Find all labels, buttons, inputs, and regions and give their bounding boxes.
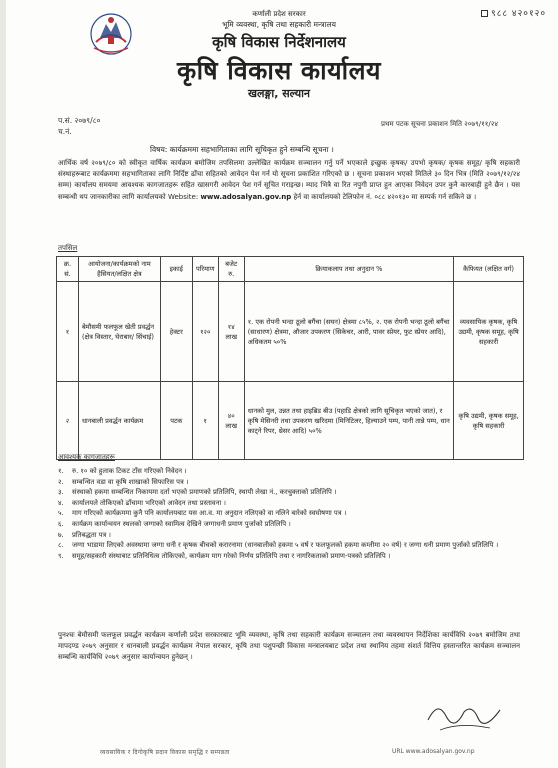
cell-unit: पटक	[160, 382, 192, 460]
cell-remarks: कृषि उद्यमी, कृषक समूह, कृषि सहकारी	[454, 382, 524, 460]
item-text: रु. १० को हुलाक टिकट टाँस गरिएको निवेदन ।	[72, 467, 187, 475]
scan-edge	[0, 0, 6, 768]
header-remarks: कैफियत (लक्षित वर्ग)	[454, 257, 524, 282]
department-name: कृषि विकास निर्देशनालय	[212, 33, 346, 51]
table-row	[57, 282, 524, 382]
list-item	[58, 477, 520, 488]
item-text: कार्यक्रम कार्यान्वयन स्थलको जग्गाको स्वामित्व देखिने जग्गाधनी प्रमाण पुर्जाको प्रतिलिपि ।	[72, 519, 291, 528]
dispatch-number: च.नं.	[58, 127, 72, 136]
documents-label: आवश्यक कागजातहरू	[58, 453, 115, 461]
item-text: प्रतिबद्धता पत्र ।	[72, 530, 111, 539]
program-table	[56, 256, 524, 460]
table-header-row	[57, 257, 524, 282]
item-number: ३.	[58, 488, 64, 497]
item-number: ९.	[58, 551, 64, 560]
publication-date: प्रथम पटक सूचना प्रकाशन मिति २०७९/११/२४	[381, 120, 498, 128]
cell-program: बेमौसमी फलफूल खेती प्रवर्द्धन (क्षेत्र विस्तार, घेराबार/ सिंचाई)	[78, 282, 160, 382]
list-item	[58, 487, 520, 498]
item-number: ४.	[58, 498, 64, 507]
item-text: माग गरिएको कार्यक्रममा कुनै पनि कार्यालयबाट यस आ.व. मा अनुदान नलिएको वा नलिने बारेको स्वघोषणा पत्र ।	[72, 509, 347, 518]
item-text: समूह/सहकारी संस्थाबाट प्रतिनिधित्व तोकिएको, कार्यक्रम माग गरेको निर्णय प्रतिलिपि तथा र नागरिकताको प्रमाण-पत्रको प्रतिलिपि ।	[72, 551, 391, 560]
notice-body	[58, 158, 520, 203]
cell-unit: हेक्टर	[160, 282, 192, 382]
list-item	[58, 551, 520, 562]
cell-budget: १४ लाख	[218, 282, 244, 382]
office-name: कृषि विकास कार्यालय	[176, 56, 382, 85]
ministry-name: भूमि व्यवस्था, कृषि तथा सहकारी मन्त्रालय	[222, 20, 336, 29]
header-budget: बजेट रु.	[218, 257, 244, 282]
list-item	[58, 519, 520, 530]
notice-body-text: आर्थिक वर्ष २०७९/८० को स्वीकृत वार्षिक कार्यक्रम बमोजिम तपसिलमा उल्लेखित कार्यक्रम सञ्चालन गर्नु पर्ने भएकाले इच्छुक कृषक/ उपभो कृषक/ कृषक समूह/ कृषि सहकारी संस्थाहरूबाट कार्यक्रममा सहभागिताका लागि निर्दिष्ट ढाँचा सहितको आवेदन पेश गर्न यो सूचना प्रकाशित गरिएको छ । सूचना प्रकाशन भएको मितिले ३० दिन भित्र (मिति २०७९/१२/२४ सम्म) कार्यालय समयमा आवश्यक कागजातहरू सहित खासगरी आवेदन पेश गर्न सूचित गराइन्छ। म्याद भित्रै वा रित नपुगी प्राप्त हुन आएका निवेदन उपर कुनै कारबाही हुने छैन । यस सम्बन्धी थप जानकारीका लागि कार्यालयको Website:	[58, 159, 520, 201]
item-number: १.	[58, 467, 64, 475]
cell-program: धानबाली प्रवर्द्धन कार्यक्रम	[78, 382, 160, 460]
list-item	[58, 466, 520, 477]
cell-activities: धानको मुल, उन्नत तथा हाइब्रिड बीउ (पहाडि क्षेत्रको लागि सूचिकृत भएको जात), र कृषि मेसिनरी तथा उपकरण खरिदमा (मिनिटिलर, हिल्याउने पम्प, पानी तान्ने पम्प, धान काट्ने रिपर, थ्रेसर आदि) ५०%	[244, 382, 453, 460]
footer-website[interactable]: URL www.adosalyan.gov.np	[392, 748, 475, 755]
cell-remarks: व्यवसायिक कृषक, कृषि उद्यमी, कृषक समूह, कृषि सहकारी	[454, 282, 524, 382]
item-number: ८.	[58, 541, 64, 550]
government-name: कर्णाली प्रदेश सरकार	[252, 10, 306, 18]
list-item	[58, 498, 520, 509]
list-item	[58, 508, 520, 519]
list-item	[58, 540, 520, 551]
cell-activities: १. एक रोपनी भन्दा ठूलो बगैंचा (सघन) क्षेत्रमा ८५%, २. एक रोपनी भन्दा ठूलो बगैंचा (साधारण) क्षेत्रमा, औजार उपकरण (सिकेचर, आरी, पावर स्प्रेयर, फुट स्प्रेयर आदि), अधिकतम ५०%	[244, 282, 453, 382]
item-text: संस्थाको हकमा सम्बन्धित निकायमा दर्ता भएको प्रमाणको प्रतिलिपि, स्थायी लेखा नं., करचुक्ताको प्रतिलिपि ।	[72, 488, 337, 497]
item-text: सम्बन्धित वडा वा कृषि शाखाको सिफारिस पत्र ।	[72, 477, 189, 486]
document-number-text: ९८८ ४२०१२०	[491, 9, 546, 19]
item-text: कार्यालयले तोकिएको ढाँचामा भरिएको आवेदन तथा प्रस्तावना ।	[72, 498, 226, 507]
cell-budget: ४० लाख	[218, 382, 244, 460]
cell-quantity: १२०	[192, 282, 218, 382]
item-number: ५.	[58, 509, 64, 518]
item-number: २.	[58, 477, 64, 486]
header-unit: इकाई	[160, 257, 192, 282]
website-link[interactable]: www.adosalyan.gov.np	[200, 192, 292, 201]
footer-motto: व्यवसायिक र दिगोकृषि प्रदान विकास समृद्धि र सम्पन्नता	[100, 749, 230, 756]
reference-number: प.सं. २०७९/८०	[58, 116, 101, 125]
notice-body-tail: हेर्न वा कार्यालयको टेलिफोन नं. ०८८ ४२०१३० मा सम्पर्क गर्न सकिने छ ।	[293, 192, 477, 201]
details-label: तपसिल	[58, 244, 78, 252]
cell-quantity: १	[192, 382, 218, 460]
office-location: खलङ्गा, सल्यान	[247, 87, 311, 100]
cell-sn: २	[57, 382, 79, 460]
header-program: आयोजना/कार्यक्रमको नाम हैसियत/लक्षित क्षेत्र	[78, 257, 160, 282]
documents-list	[58, 466, 520, 561]
signature-icon	[420, 690, 510, 740]
item-text: जग्गा भाडामा लिएको अवस्थामा जग्गा धनी र कृषक बीचको करारनामा (धानबालीको हकमा ५ वर्ष र फलफूलको हकमा कम्तीमा २० वर्ष) र जग्गा धनी प्रमाण पुर्जाको प्रतिलिपि ।	[72, 541, 499, 550]
list-item	[58, 530, 520, 541]
closing-note: पुनश्चः बेमौसमी फलफूल प्रवर्द्धन कार्यक्रम कर्णाली प्रदेश सरकारबाट भूमि व्यवस्था, कृषि तथा सहकारी कार्यक्रम सञ्चालन तथा व्यवस्थापन निर्देशिका कार्यविधि २०७९ बमोजिम तथा मापदण्ड २०७९ अनुसार र धानबाली प्रवर्द्धन कार्यक्रम नेपाल सरकार, कृषि तथा पशुपन्छी विकास मन्त्रालयबाट प्रदेश तथा स्थानिय तहमा संशर्त वित्तिय हस्तान्तरित कार्यक्रम सञ्चालन सम्बन्धि कार्यविधि २०७९ अनुसार कार्यान्वयन हुनेछन् ।	[58, 631, 520, 662]
table-row	[57, 382, 524, 460]
item-number: ६.	[58, 519, 64, 528]
header-sn: क्र. सं.	[57, 257, 79, 282]
header-activities: क्रियाकलाप तथा अनुदान %	[244, 257, 453, 282]
subject-line: विषय: कार्यक्रममा सहभागिताका लागि सूचिकृत हुने सम्बन्धि सूचना ।	[150, 145, 334, 154]
cell-sn: १	[57, 282, 79, 382]
item-number: ७.	[58, 530, 64, 539]
header-quantity: परिमाण	[192, 257, 218, 282]
